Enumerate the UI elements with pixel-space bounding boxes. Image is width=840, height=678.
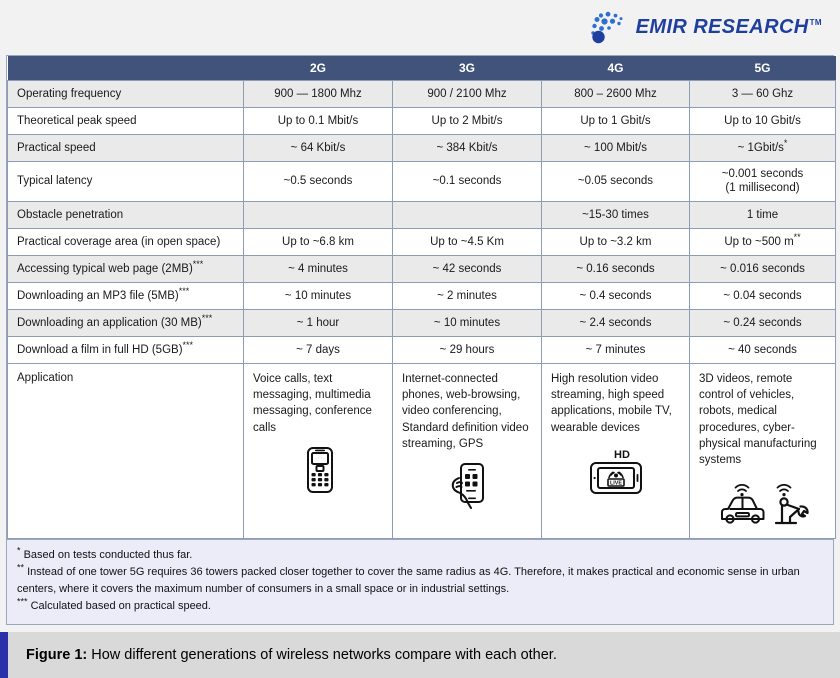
caption-prefix: Figure 1: [26, 646, 83, 663]
cell-4g: ~ 0.16 seconds: [542, 255, 690, 282]
cell-2g: ~ 4 minutes: [244, 255, 393, 282]
cell-5g: ~ 0.016 seconds: [690, 255, 836, 282]
cell-3g: 900 / 2100 Mhz: [393, 81, 542, 108]
cell-4g: Up to 1 Gbit/s: [542, 108, 690, 135]
cell-4g: Up to ~3.2 km: [542, 228, 690, 255]
cell-5g: Up to 10 Gbit/s: [690, 108, 836, 135]
cell-2g: ~ 10 minutes: [244, 282, 393, 309]
cell-5g: ~ 0.04 seconds: [690, 282, 836, 309]
footnote-marker: ***: [17, 596, 28, 607]
brand-header: [0, 0, 840, 55]
row-label: Practical speed: [8, 135, 244, 162]
table-header-row: [8, 56, 836, 81]
application-row: [8, 363, 836, 538]
table-row: [8, 282, 836, 309]
table-body: [8, 81, 836, 539]
cell-5g: Up to ~500 m**: [690, 228, 836, 255]
cell-3g: [393, 201, 542, 228]
column-header-2g: 2G: [244, 56, 393, 81]
table-row: [8, 336, 836, 363]
cell-5g: ~ 40 seconds: [690, 336, 836, 363]
caption-separator: :: [82, 646, 92, 663]
footnote-marker: *: [17, 545, 21, 556]
table-row: [8, 108, 836, 135]
cell-3g: ~ 2 minutes: [393, 282, 542, 309]
caption-body: How different generations of wireless networks compare with each other.: [91, 646, 557, 663]
row-label: Operating frequency: [8, 81, 244, 108]
application-description: Voice calls, text messaging, multimedia messaging, conference calls: [253, 372, 372, 434]
cell-2g: [244, 201, 393, 228]
cell-3g: Up to 2 Mbit/s: [393, 108, 542, 135]
cell-4g: ~ 2.4 seconds: [542, 309, 690, 336]
application-cell-2g: [244, 363, 393, 538]
cell-2g: ~0.5 seconds: [244, 162, 393, 202]
table-row: [8, 309, 836, 336]
cell-3g: ~ 10 minutes: [393, 309, 542, 336]
table-row: [8, 228, 836, 255]
cell-4g: ~15-30 times: [542, 201, 690, 228]
generations-comparison-table: [7, 56, 836, 539]
cell-2g: Up to ~6.8 km: [244, 228, 393, 255]
footnote: [17, 598, 823, 615]
table-row: [8, 81, 836, 108]
footnote-text: Calculated based on practical speed.: [30, 600, 211, 613]
footnotes: [6, 540, 834, 625]
cell-4g: ~ 7 minutes: [542, 336, 690, 363]
cell-2g: ~ 64 Kbit/s: [244, 135, 393, 162]
row-label: Theoretical peak speed: [8, 108, 244, 135]
cell-2g: ~ 7 days: [244, 336, 393, 363]
table-row: [8, 162, 836, 202]
application-description: 3D videos, remote control of vehicles, robots, medical procedures, cyber-physical manufacturing systems: [699, 372, 817, 467]
caption-accent-bar: [0, 632, 8, 678]
application-cell-5g: [690, 363, 836, 538]
trademark-symbol: TM: [809, 18, 822, 28]
comparison-table-container: [6, 55, 834, 540]
figure-caption-zone: [0, 632, 840, 678]
svg-text:LIVE: LIVE: [610, 480, 622, 487]
footnote: [17, 564, 823, 597]
cell-4g: ~ 0.4 seconds: [542, 282, 690, 309]
cell-3g: ~0.1 seconds: [393, 162, 542, 202]
row-label: Download a film in full HD (5GB)***: [8, 336, 244, 363]
cell-2g: Up to 0.1 Mbit/s: [244, 108, 393, 135]
cell-5g: 1 time: [690, 201, 836, 228]
row-label: Obstacle penetration: [8, 201, 244, 228]
footnote: [17, 547, 823, 564]
emir-research-logo: [590, 11, 822, 45]
dotted-globe-icon: [590, 11, 630, 45]
table-row: [8, 201, 836, 228]
cell-5g: ~ 1Gbit/s*: [690, 135, 836, 162]
footnote-text: Instead of one tower 5G requires 36 towers packed closer together to cover the same radius as 4G. Therefore, it makes practical and economic sense in urban centers, where it covers the maximum number of consumers in a small space or in industrial settings.: [17, 566, 800, 595]
feature-phone-icon: [253, 446, 386, 494]
row-label: Typical latency: [8, 162, 244, 202]
row-label: Application: [8, 363, 244, 538]
cell-4g: ~ 100 Mbit/s: [542, 135, 690, 162]
footnote-marker: **: [17, 562, 25, 573]
row-label: Accessing typical web page (2MB)***: [8, 255, 244, 282]
cell-2g: 900 — 1800 Mhz: [244, 81, 393, 108]
column-header-5g: 5G: [690, 56, 836, 81]
cell-3g: ~ 29 hours: [393, 336, 542, 363]
table-row: [8, 135, 836, 162]
cell-4g: ~0.05 seconds: [542, 162, 690, 202]
row-label: Downloading an MP3 file (5MB)***: [8, 282, 244, 309]
svg-text:HD: HD: [614, 449, 630, 462]
application-description: High resolution video streaming, high speed applications, mobile TV, wearable devices: [551, 372, 672, 434]
application-cell-4g: [542, 363, 690, 538]
cell-3g: ~ 384 Kbit/s: [393, 135, 542, 162]
cell-5g: ~0.001 seconds (1 millisecond): [690, 162, 836, 202]
hand-holding-smartphone-icon: [402, 462, 535, 510]
figure-caption: [8, 647, 557, 663]
cell-2g: ~ 1 hour: [244, 309, 393, 336]
brand-name: EMIR RESEARCH™: [635, 16, 822, 38]
cell-3g: ~ 42 seconds: [393, 255, 542, 282]
table-head: [8, 56, 836, 81]
cell-4g: 800 – 2600 Mhz: [542, 81, 690, 108]
row-label: Practical coverage area (in open space): [8, 228, 244, 255]
hd-live-streaming-phone-icon: [551, 446, 683, 498]
cell-5g: ~ 0.24 seconds: [690, 309, 836, 336]
corner-header-cell: [8, 56, 244, 81]
application-cell-3g: [393, 363, 542, 538]
row-label: Downloading an application (30 MB)***: [8, 309, 244, 336]
column-header-3g: 3G: [393, 56, 542, 81]
cell-5g: 3 — 60 Ghz: [690, 81, 836, 108]
column-header-4g: 4G: [542, 56, 690, 81]
table-row: [8, 255, 836, 282]
cell-3g: Up to ~4.5 Km: [393, 228, 542, 255]
application-description: Internet-connected phones, web-browsing, video conferencing, Standard definition video streaming, GPS: [402, 372, 529, 451]
autonomous-car-and-robot-arm-icon: [699, 479, 829, 533]
footnote-text: Based on tests conducted thus far.: [23, 548, 193, 561]
